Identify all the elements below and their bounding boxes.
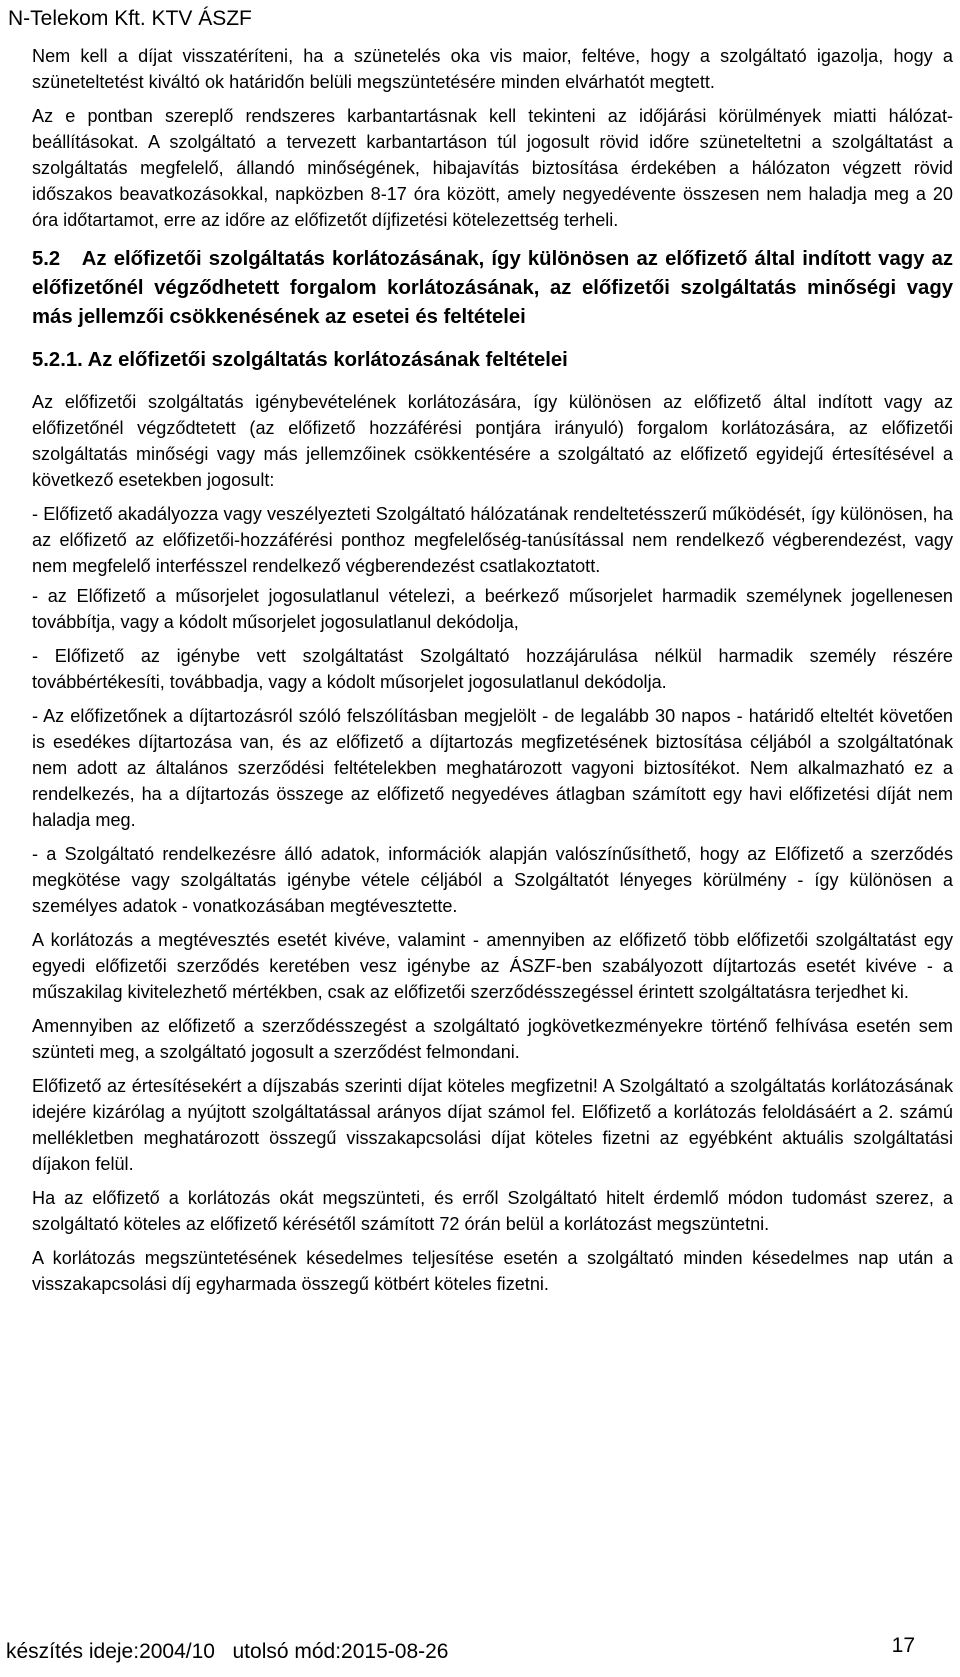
paragraph-termination: Amennyiben az előfizető a szerződésszegést a szolgáltató jogkövetkezményekre történő felhívása esetén sem szünteti meg, a szolgáltató jogosult a szerződést felmondani. (32, 1016, 953, 1062)
list-item-signal-misuse: - az Előfizető a műsorjelet jogosulatlanul vételezi, a beérkező műsorjelet harmadik személynek jogellenesen továbbítja, vagy a kódolt műsorjelet jogosulatlanul dekódolja, (32, 586, 953, 632)
paragraph-lifting: Ha az előfizető a korlátozás okát megszünteti, és erről Szolgáltató hitelt érdemlő módon tudomást szerez, a szolgáltató köteles az előfizető kérésétől számított 72 órán belül a korlátozást megszüntetni. (32, 1188, 953, 1234)
document-footer (6, 1639, 448, 1665)
paragraph-force-majeure: Nem kell a díjat visszatéríteni, ha a szünetelés oka vis maior, feltéve, hogy a szolgáltató igazolja, hogy a szüneteltetést kiváltó ok határidőn belüli megszüntetésére minden elvárhatót megtett. (32, 46, 953, 92)
section-title: Az előfizetői szolgáltatás korlátozásának, így különösen az előfizető által indított vagy az előfizetőnél végződhetett forgalom korlátozásának, az előfizetői szolgáltatás minőségi vagy más jellemzői csökkenésének az esetei és feltételei (32, 248, 954, 328)
document-body (32, 43, 953, 1297)
document-header: N-Telekom Kft. KTV ÁSZF (8, 7, 252, 30)
list-item-debt: - Az előfizetőnek a díjtartozásról szóló felszólításban megjelölt - de legalább 30 napos - határidő elteltét követően is esedékes díjtartozása van, és az előfizető a díjtartozás megfizetésének biztosítása céljából a szolgáltatónak nem adott az általános szerződési feltételekben meghatározott vagyoni biztosítékot. Nem alkalmazható ez a rendelkezés, ha a díjtartozás összege az előfizető negyedéves átlagban számított egy havi előfizetési díját nem haladja meg. (32, 706, 953, 830)
list-item-deception: - a Szolgáltató rendelkezésre álló adatok, információk alapján valószínűsíthető, hogy az Előfizető a szerződés megkötése vagy szolgáltatás igénybe vétele céljából a Szolgáltatót lényeges körülmény - így különösen a személyes adatok - vonatkozásában megtévesztette. (32, 844, 953, 916)
section-number: 5.2 (32, 248, 61, 270)
list-item-network-interference: - Előfizető akadályozza vagy veszélyezteti Szolgáltató hálózatának rendeltetésszerű működését, így különösen, ha az előfizető az előfizetői-hozzáférési ponthoz megfelelőség-tanúsítással nem rendelkező végberendezést, vagy nem megfelelő interfésszel rendelkező végberendezést csatlakoztatott. (32, 504, 953, 576)
page-number: 17 (891, 1634, 915, 1657)
section-title: Az előfizetői szolgáltatás korlátozásának feltételei (87, 349, 568, 371)
section-heading-5-2 (32, 245, 953, 332)
list-item-resale: - Előfizető az igénybe vett szolgáltatást Szolgáltató hozzájárulása nélkül harmadik személy részére továbbértékesíti, továbbadja, vagy a kódolt műsorjelet jogosulatlanul dekódolja. (32, 646, 953, 692)
footer-created-date: készítés ideje:2004/10 (6, 1640, 215, 1663)
paragraph-scope: A korlátozás a megtévesztés esetét kivéve, valamint - amennyiben az előfizető több előfizetői szolgáltatást egy egyedi előfizetői szerződés keretében vesz igénybe az ÁSZF-ben szabályozott díjtartozás esetét kivéve - a műszakilag kivitelezhető mértékben, csak az előfizetői szerződésszegéssel érintett szolgáltatásra terjedhet ki. (32, 930, 953, 1002)
footer-modified-date: utolsó mód:2015-08-26 (232, 1640, 449, 1663)
paragraph-restriction-intro: Az előfizetői szolgáltatás igénybevételének korlátozására, így különösen az előfizető által indított vagy az előfizetőnél végződtetett (az előfizető hozzáférési pontjára irányuló) forgalom korlátozására, az előfizetői szolgáltatás minőségi vagy más jellemzőinek csökkentésére a szolgáltató az előfizető egyidejű értesítésével a következő esetekben jogosult: (32, 392, 953, 490)
section-number: 5.2.1. (32, 349, 83, 371)
paragraph-penalty: A korlátozás megszüntetésének késedelmes teljesítése esetén a szolgáltató minden késedelmes nap után a visszakapcsolási díj egyharmada összegű kötbért köteles fizetni. (32, 1248, 953, 1294)
paragraph-maintenance: Az e pontban szereplő rendszeres karbantartásnak kell tekinteni az időjárási körülmények miatti hálózat-beállításokat. A szolgáltató a tervezett karbantartáson túl jogosult rövid időre szüneteltetni a szolgáltatást a szolgáltatás megfelelő, állandó minőségének, hibajavítás biztosítása érdekében a hálózaton végzett rövid időszakos beavatkozásokkal, napközben 8-17 óra között, amely negyedévente összesen nem haladja meg a 20 óra időtartamot, erre az időre az előfizetőt díjfizetési kötelezettség terheli. (32, 106, 953, 230)
section-heading-5-2-1 (32, 346, 953, 375)
paragraph-fees: Előfizető az értesítésekért a díjszabás szerinti díjat köteles megfizetni! A Szolgáltató a szolgáltatás korlátozásának idejére kizárólag a nyújtott szolgáltatással arányos díjat számol fel. Előfizető a korlátozás feloldásáért a 2. számú mellékletben meghatározott összegű visszakapcsolási díjat köteles fizetni az egyébként aktuális szolgáltatási díjakon felül. (32, 1076, 953, 1174)
